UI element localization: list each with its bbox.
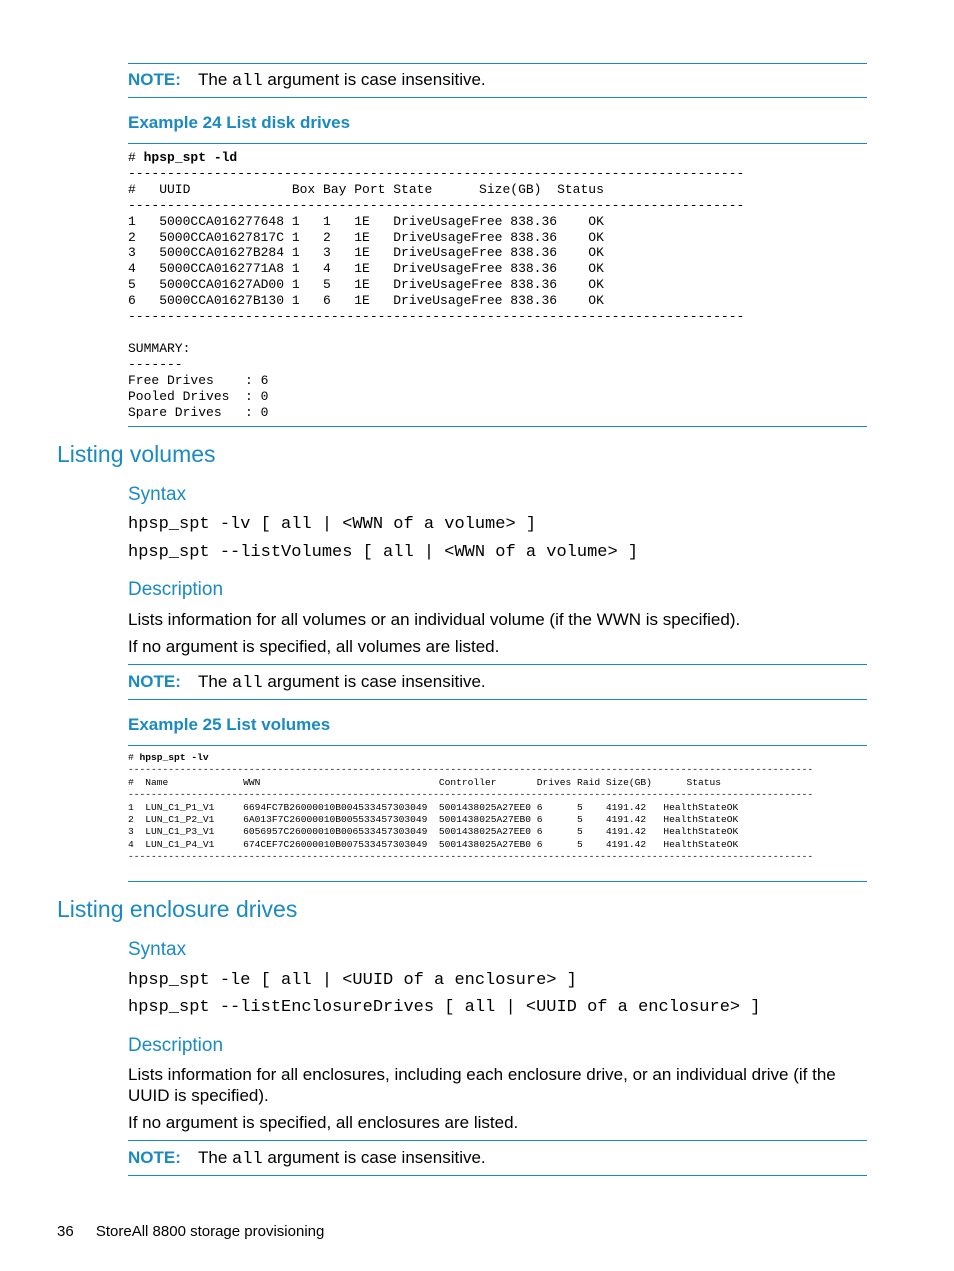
syntax-line: hpsp_spt -le [ all | <UUID of a enclosure> ] — [128, 971, 577, 990]
example-title: Example 25 List volumes — [128, 715, 331, 734]
note-code: all — [232, 1150, 263, 1169]
divider — [128, 1140, 867, 1141]
note-text-post: argument is case insensitive. — [267, 1148, 486, 1167]
code-prompt: # — [128, 150, 144, 165]
code-command: hpsp_spt -lv — [139, 752, 209, 763]
section-heading: Listing enclosure drives — [57, 896, 298, 922]
subsection-heading: Syntax — [128, 939, 187, 960]
section-heading: Listing volumes — [57, 441, 216, 467]
subsection-heading: Syntax — [128, 484, 187, 505]
page-number: 36 — [57, 1223, 74, 1240]
note-text-pre: The — [198, 1148, 228, 1167]
divider — [128, 143, 867, 144]
divider — [128, 1175, 867, 1176]
code-command-line — [128, 752, 813, 764]
divider — [128, 63, 867, 64]
divider — [128, 426, 867, 427]
note-label: NOTE: — [128, 672, 181, 691]
syntax-line: hpsp_spt --listVolumes [ all | <WWN of a volume> ] — [128, 543, 639, 562]
footer-title: StoreAll 8800 storage provisioning — [95, 1223, 325, 1240]
note-code: all — [232, 674, 263, 693]
description-paragraph: Lists information for all volumes or an individual volume (if the WWN is specified). — [128, 610, 741, 629]
code-block — [128, 752, 813, 864]
description-paragraph: If no argument is specified, all enclosures are listed. — [128, 1113, 519, 1132]
note-text-pre: The — [198, 672, 228, 691]
code-output: ------------------------------------------------------------------------------- # UUID Box Bay Port State Size(GB) Status ------------------------------------------------------------------------------- 1 5000CCA016277648 1 1 1E DriveUsageFree 838.36 OK 2 5000CCA01627817C 1 2 1E DriveUsageFree 838.36 OK 3 5000CCA01627B284 1 3 1E DriveUsageFree 838.36 OK 4 5000CCA0162771A8 1 4 1E DriveUsageFree 838.36 OK 5 5000CCA01627AD00 1 5 1E DriveUsageFree 838.36 OK 6 5000CCA01627B130 1 6 1E DriveUsageFree 838.36 OK ------------------------------------------------------------------------------- SUMMARY: ------- Free Drives : 6 Pooled Drives : 0 Spare Drives : 0 — [128, 165, 745, 420]
page-footer — [57, 1223, 324, 1240]
code-output: ----------------------------------------------------------------------------------------------------------------------- # Name WWN Controller Drives Raid Size(GB) Status ----------------------------------------------------------------------------------------------------------------------- 1 LUN_C1_P1_V1 6694FC7B26000010B004533457303049 5001438025A27EE0 6 5 4191.42 HealthStateOK 2 LUN_C1_P2_V1 6A013F7C26000010B005533457303049 5001438025A27EB0 6 5 4191.42 HealthStateOK 3 LUN_C1_P3_V1 6056957C26000010B006533457303049 5001438025A27EE0 6 5 4191.42 HealthStateOK 4 LUN_C1_P4_V1 674CEF7C26000010B007533457303049 5001438025A27EB0 6 5 4191.42 HealthStateOK ----------------------------------------------------------------------------------------------------------------------- — [128, 764, 814, 863]
divider — [128, 664, 867, 665]
syntax-line: hpsp_spt -lv [ all | <WWN of a volume> ] — [128, 515, 537, 534]
code-command: hpsp_spt -ld — [143, 150, 238, 165]
description-paragraph: Lists information for all enclosures, including each enclosure drive, or an individual drive (if the UUID is specified). — [128, 1065, 836, 1105]
subsection-heading: Description — [128, 1035, 224, 1056]
note-text — [198, 70, 486, 91]
divider — [128, 881, 867, 882]
divider — [128, 97, 867, 98]
note — [128, 672, 867, 694]
divider — [128, 699, 867, 700]
syntax-line: hpsp_spt --listEnclosureDrives [ all | <UUID of a enclosure> ] — [128, 998, 761, 1017]
code-block — [128, 150, 744, 420]
code-command-line — [128, 150, 744, 166]
note-text-pre: The — [198, 70, 228, 89]
example-title: Example 24 List disk drives — [128, 113, 351, 132]
note-text-post: argument is case insensitive. — [267, 70, 486, 89]
note-label: NOTE: — [128, 70, 181, 89]
note-label: NOTE: — [128, 1148, 181, 1167]
divider — [128, 745, 867, 746]
note-code: all — [232, 72, 263, 91]
note — [128, 70, 867, 92]
description-paragraph: If no argument is specified, all volumes are listed. — [128, 637, 500, 656]
subsection-heading: Description — [128, 579, 224, 600]
note-text-post: argument is case insensitive. — [267, 672, 486, 691]
note-text — [198, 672, 486, 693]
note — [128, 1148, 867, 1170]
code-prompt: # — [128, 752, 140, 763]
note-text — [198, 1148, 486, 1169]
